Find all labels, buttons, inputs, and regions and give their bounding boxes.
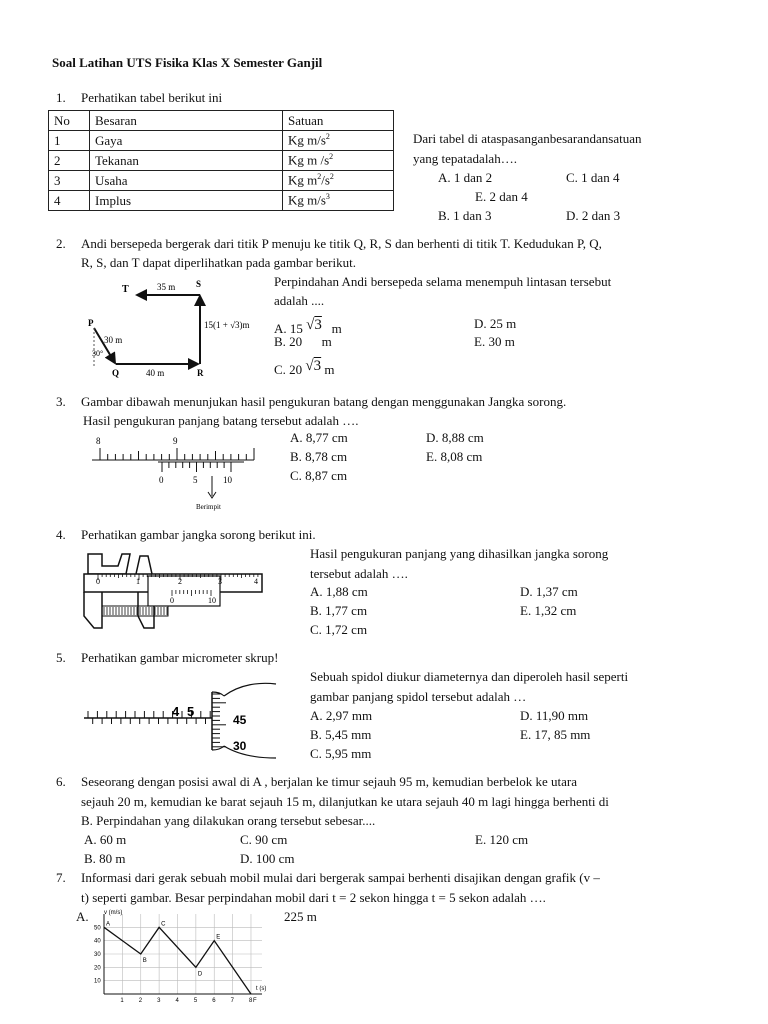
point-p: P	[88, 318, 94, 328]
table-cell: Gaya	[90, 131, 283, 151]
q3-text-line: Gambar dibawah menunjukan hasil pengukuran batang dengan menggunakan Jangka sorong.	[81, 394, 567, 409]
main-label-3: 3	[218, 577, 222, 586]
q6-option-e: E. 120 cm	[475, 832, 529, 847]
q3-number: 3.	[56, 394, 66, 409]
point-label: A	[106, 921, 111, 928]
unit-exp: 3	[325, 192, 330, 202]
x-tick-label: 8	[248, 998, 253, 1004]
q4-question-line: Hasil pengukuran panjang yang dihasilkan jangka sorong	[310, 546, 609, 561]
unit: Kg m/s	[288, 192, 326, 208]
q4-option-a: A. 1,88 cm	[310, 584, 368, 599]
x-tick-label: 5	[193, 998, 198, 1004]
point-s: S	[196, 279, 202, 289]
q5-text: Perhatikan gambar micrometer skrup!	[81, 650, 279, 665]
x-tick-label: 2	[138, 998, 143, 1004]
q1-option-d: D. 2 dan 3	[566, 208, 621, 223]
q7-text-line: Informasi dari gerak sebuah mobil mulai dari bergerak sampai berhenti disajikan dengan grafik (v –	[81, 870, 600, 885]
vernier-label-5: 5	[193, 475, 198, 485]
q6-text-line: Seseorang dengan posisi awal di A , berjalan ke timur sejauh 95 m, kemudian berbelok ke utara	[81, 774, 578, 789]
unit-exp: 2	[329, 172, 334, 182]
chart-ylabel: v (m/s)	[104, 910, 123, 916]
q4-option-c: C. 1,72 cm	[310, 622, 368, 637]
q1-option-e: E. 2 dan 4	[475, 189, 528, 204]
vernier-label-10: 10	[223, 475, 232, 485]
main-label-0: 0	[96, 577, 100, 586]
sleeve-label-5: 5	[187, 704, 195, 719]
y-tick-label: 30	[94, 952, 101, 958]
q2-option-e: E. 30 m	[474, 334, 515, 349]
q2-option-d: D. 25 m	[474, 316, 517, 331]
units-table	[48, 110, 394, 211]
q1-option-a: A. 1 dan 2	[438, 170, 493, 185]
point-q: Q	[112, 368, 120, 378]
berimpit-label: Berimpit	[196, 503, 221, 511]
q2-question-line: Perpindahan Andi bersepeda selama menempuh lintasan tersebut	[274, 274, 612, 289]
main-label-8: 8	[96, 436, 101, 446]
q4-option-e: E. 1,32 cm	[520, 603, 577, 618]
q5-question-line: gambar panjang spidol tersebut adalah …	[310, 689, 527, 704]
x-tick-label: 7	[230, 998, 234, 1004]
option-value: A. 15	[274, 321, 303, 336]
q5-option-a: A. 2,97 mm	[310, 708, 373, 723]
q6-option-a: A. 60 m	[84, 832, 127, 847]
label-30m: 30 m	[104, 335, 123, 345]
unit: Kg m /s	[288, 152, 330, 168]
option-unit: m	[331, 321, 342, 336]
q2-option-a: A. 15 √3 m	[274, 317, 342, 336]
q5-option-d: D. 11,90 mm	[520, 708, 589, 723]
q3-text-line: Hasil pengukuran panjang batang tersebut adalah ….	[83, 413, 359, 428]
q6-option-c: C. 90 cm	[240, 832, 288, 847]
q7-number: 7.	[56, 870, 66, 885]
unit: Kg m	[288, 172, 318, 188]
chart-point-labels	[106, 921, 257, 1004]
point-label: E	[216, 934, 221, 941]
table-row	[49, 131, 394, 151]
q5-number: 5.	[56, 650, 66, 665]
option-unit: m	[324, 362, 335, 377]
unit-exp: 2	[317, 172, 322, 182]
y-tick-label: 20	[94, 965, 101, 972]
table-cell	[283, 171, 394, 191]
main-label-2: 2	[178, 577, 182, 586]
q4-number: 4.	[56, 527, 66, 542]
q5-option-c: C. 5,95 mm	[310, 746, 372, 761]
point-r: R	[197, 368, 204, 378]
x-tick-label: 3	[157, 998, 161, 1004]
path-diagram	[82, 276, 272, 380]
chart-xlabel: t (s)	[256, 986, 267, 992]
table-header: Satuan	[283, 111, 394, 131]
main-label-1: 1	[136, 577, 140, 586]
y-tick-label: 40	[94, 938, 101, 945]
caliper-scale-q3	[86, 432, 266, 514]
q3-option-e: E. 8,08 cm	[426, 449, 483, 464]
q5-option-e: E. 17, 85 mm	[520, 727, 591, 742]
q6-text-line: sejauh 20 m, kemudian ke barat sejauh 15 m, dilanjutkan ke utara sejauh 40 m lagi hingga berhenti di	[81, 794, 609, 809]
label-15: 15(1 + √3)m	[204, 320, 250, 330]
x-tick-label: 4	[175, 998, 179, 1004]
thimble-label-30: 30	[233, 739, 247, 753]
vernier-scale-ticks	[162, 462, 231, 472]
table-header: No	[49, 111, 90, 131]
table-cell: 1	[49, 131, 90, 151]
unit: /s	[321, 172, 330, 188]
q4-question-line: tersebut adalah ….	[310, 566, 408, 581]
table-cell	[283, 151, 394, 171]
x-tick-label: 1	[120, 998, 124, 1004]
q4-option-b: B. 1,77 cm	[310, 603, 368, 618]
root-value: 3	[314, 317, 322, 333]
table-cell: 3	[49, 171, 90, 191]
option-value: B. 20	[274, 334, 303, 349]
q1-question-line: Dari tabel di ataspasanganbesarandansatuan	[413, 131, 642, 146]
q2-text-line: R, S, dan T dapat diperlihatkan pada gambar berikut.	[81, 255, 356, 270]
q4-text: Perhatikan gambar jangka sorong berikut ini.	[81, 527, 316, 542]
thimble-label-45: 45	[233, 713, 247, 727]
point-t: T	[122, 284, 129, 295]
q2-number: 2.	[56, 236, 66, 251]
option-value: C. 20	[274, 362, 303, 377]
thimble-scale-ticks	[212, 694, 226, 747]
point-label: F	[252, 998, 257, 1004]
table-cell	[283, 191, 394, 211]
page-title: Soal Latihan UTS Fisika Klas X Semester Ganjil	[52, 55, 323, 70]
angle-label: 30°	[92, 349, 104, 358]
label-35m: 35 m	[157, 282, 176, 292]
table-cell: Implus	[90, 191, 283, 211]
q1-text: Perhatikan tabel berikut ini	[81, 90, 223, 105]
unit-exp: 2	[325, 132, 330, 142]
table-header-row	[49, 111, 394, 131]
x-tick-label: 6	[212, 998, 216, 1004]
y-tick-label: 10	[94, 978, 101, 985]
vernier-label-0: 0	[159, 475, 164, 485]
q3-option-c: C. 8,87 cm	[290, 468, 348, 483]
q6-text-line: B. Perpindahan yang dilakukan orang tersebut sebesar....	[81, 813, 376, 828]
q3-option-b: B. 8,78 cm	[290, 449, 348, 464]
q1-option-c: C. 1 dan 4	[566, 170, 620, 185]
q2-option-b	[274, 335, 332, 350]
q5-question-line: Sebuah spidol diukur diameternya dan diperoleh hasil seperti	[310, 669, 629, 684]
option-unit: m	[321, 334, 332, 349]
q6-option-b: B. 80 m	[84, 851, 126, 866]
q1-option-b: B. 1 dan 3	[438, 208, 492, 223]
label-40m: 40 m	[146, 368, 165, 378]
q7-text-line: t) seperti gambar. Besar perpindahan mobil dari t = 2 sekon hingga t = 5 sekon adalah ….	[81, 890, 546, 905]
root-value: 3	[313, 358, 322, 374]
table-cell	[283, 131, 394, 151]
q7-option-a-value: 225 m	[284, 909, 317, 924]
main-scale-ticks	[100, 448, 254, 460]
table-header: Besaran	[90, 111, 283, 131]
table-row	[49, 171, 394, 191]
q1-number: 1.	[56, 90, 66, 105]
q3-option-d: D. 8,88 cm	[426, 430, 484, 445]
vernier-label-10: 10	[208, 596, 216, 605]
table-cell: Usaha	[90, 171, 283, 191]
q1-question-line: yang tepatadalah….	[413, 151, 517, 166]
q3-option-a: A. 8,77 cm	[290, 430, 348, 445]
q2-option-c: C. 20 √3 m	[274, 358, 335, 377]
velocity-time-chart	[86, 906, 272, 1004]
table-cell: Tekanan	[90, 151, 283, 171]
unit: Kg m/s	[288, 132, 326, 148]
main-label-9: 9	[173, 436, 178, 446]
point-label: B	[142, 958, 147, 964]
q6-option-d: D. 100 cm	[240, 851, 295, 866]
q2-text-line: Andi bersepeda bergerak dari titik P menuju ke titik Q, R, S dan berhenti di titik T. Kedudukan P, Q,	[81, 236, 602, 251]
table-cell: 4	[49, 191, 90, 211]
q2-question-line: adalah ....	[274, 293, 325, 308]
unit-exp: 2	[329, 152, 334, 162]
thumb-wheel-knurl	[104, 607, 167, 615]
point-label: D	[197, 971, 203, 978]
main-label-4: 4	[254, 577, 258, 586]
q7-option-a: A.	[76, 909, 89, 924]
micrometer-drawing-q5	[80, 680, 280, 762]
caliper-drawing-q4	[78, 546, 268, 636]
q6-number: 6.	[56, 774, 66, 789]
y-tick-label: 50	[94, 925, 101, 932]
table-row	[49, 191, 394, 211]
point-label: C	[161, 921, 166, 928]
q4-option-d: D. 1,37 cm	[520, 584, 578, 599]
sleeve-label-4: 4	[172, 704, 180, 719]
table-cell: 2	[49, 151, 90, 171]
table-row	[49, 151, 394, 171]
q5-option-b: B. 5,45 mm	[310, 727, 372, 742]
vernier-label-0: 0	[170, 596, 174, 605]
